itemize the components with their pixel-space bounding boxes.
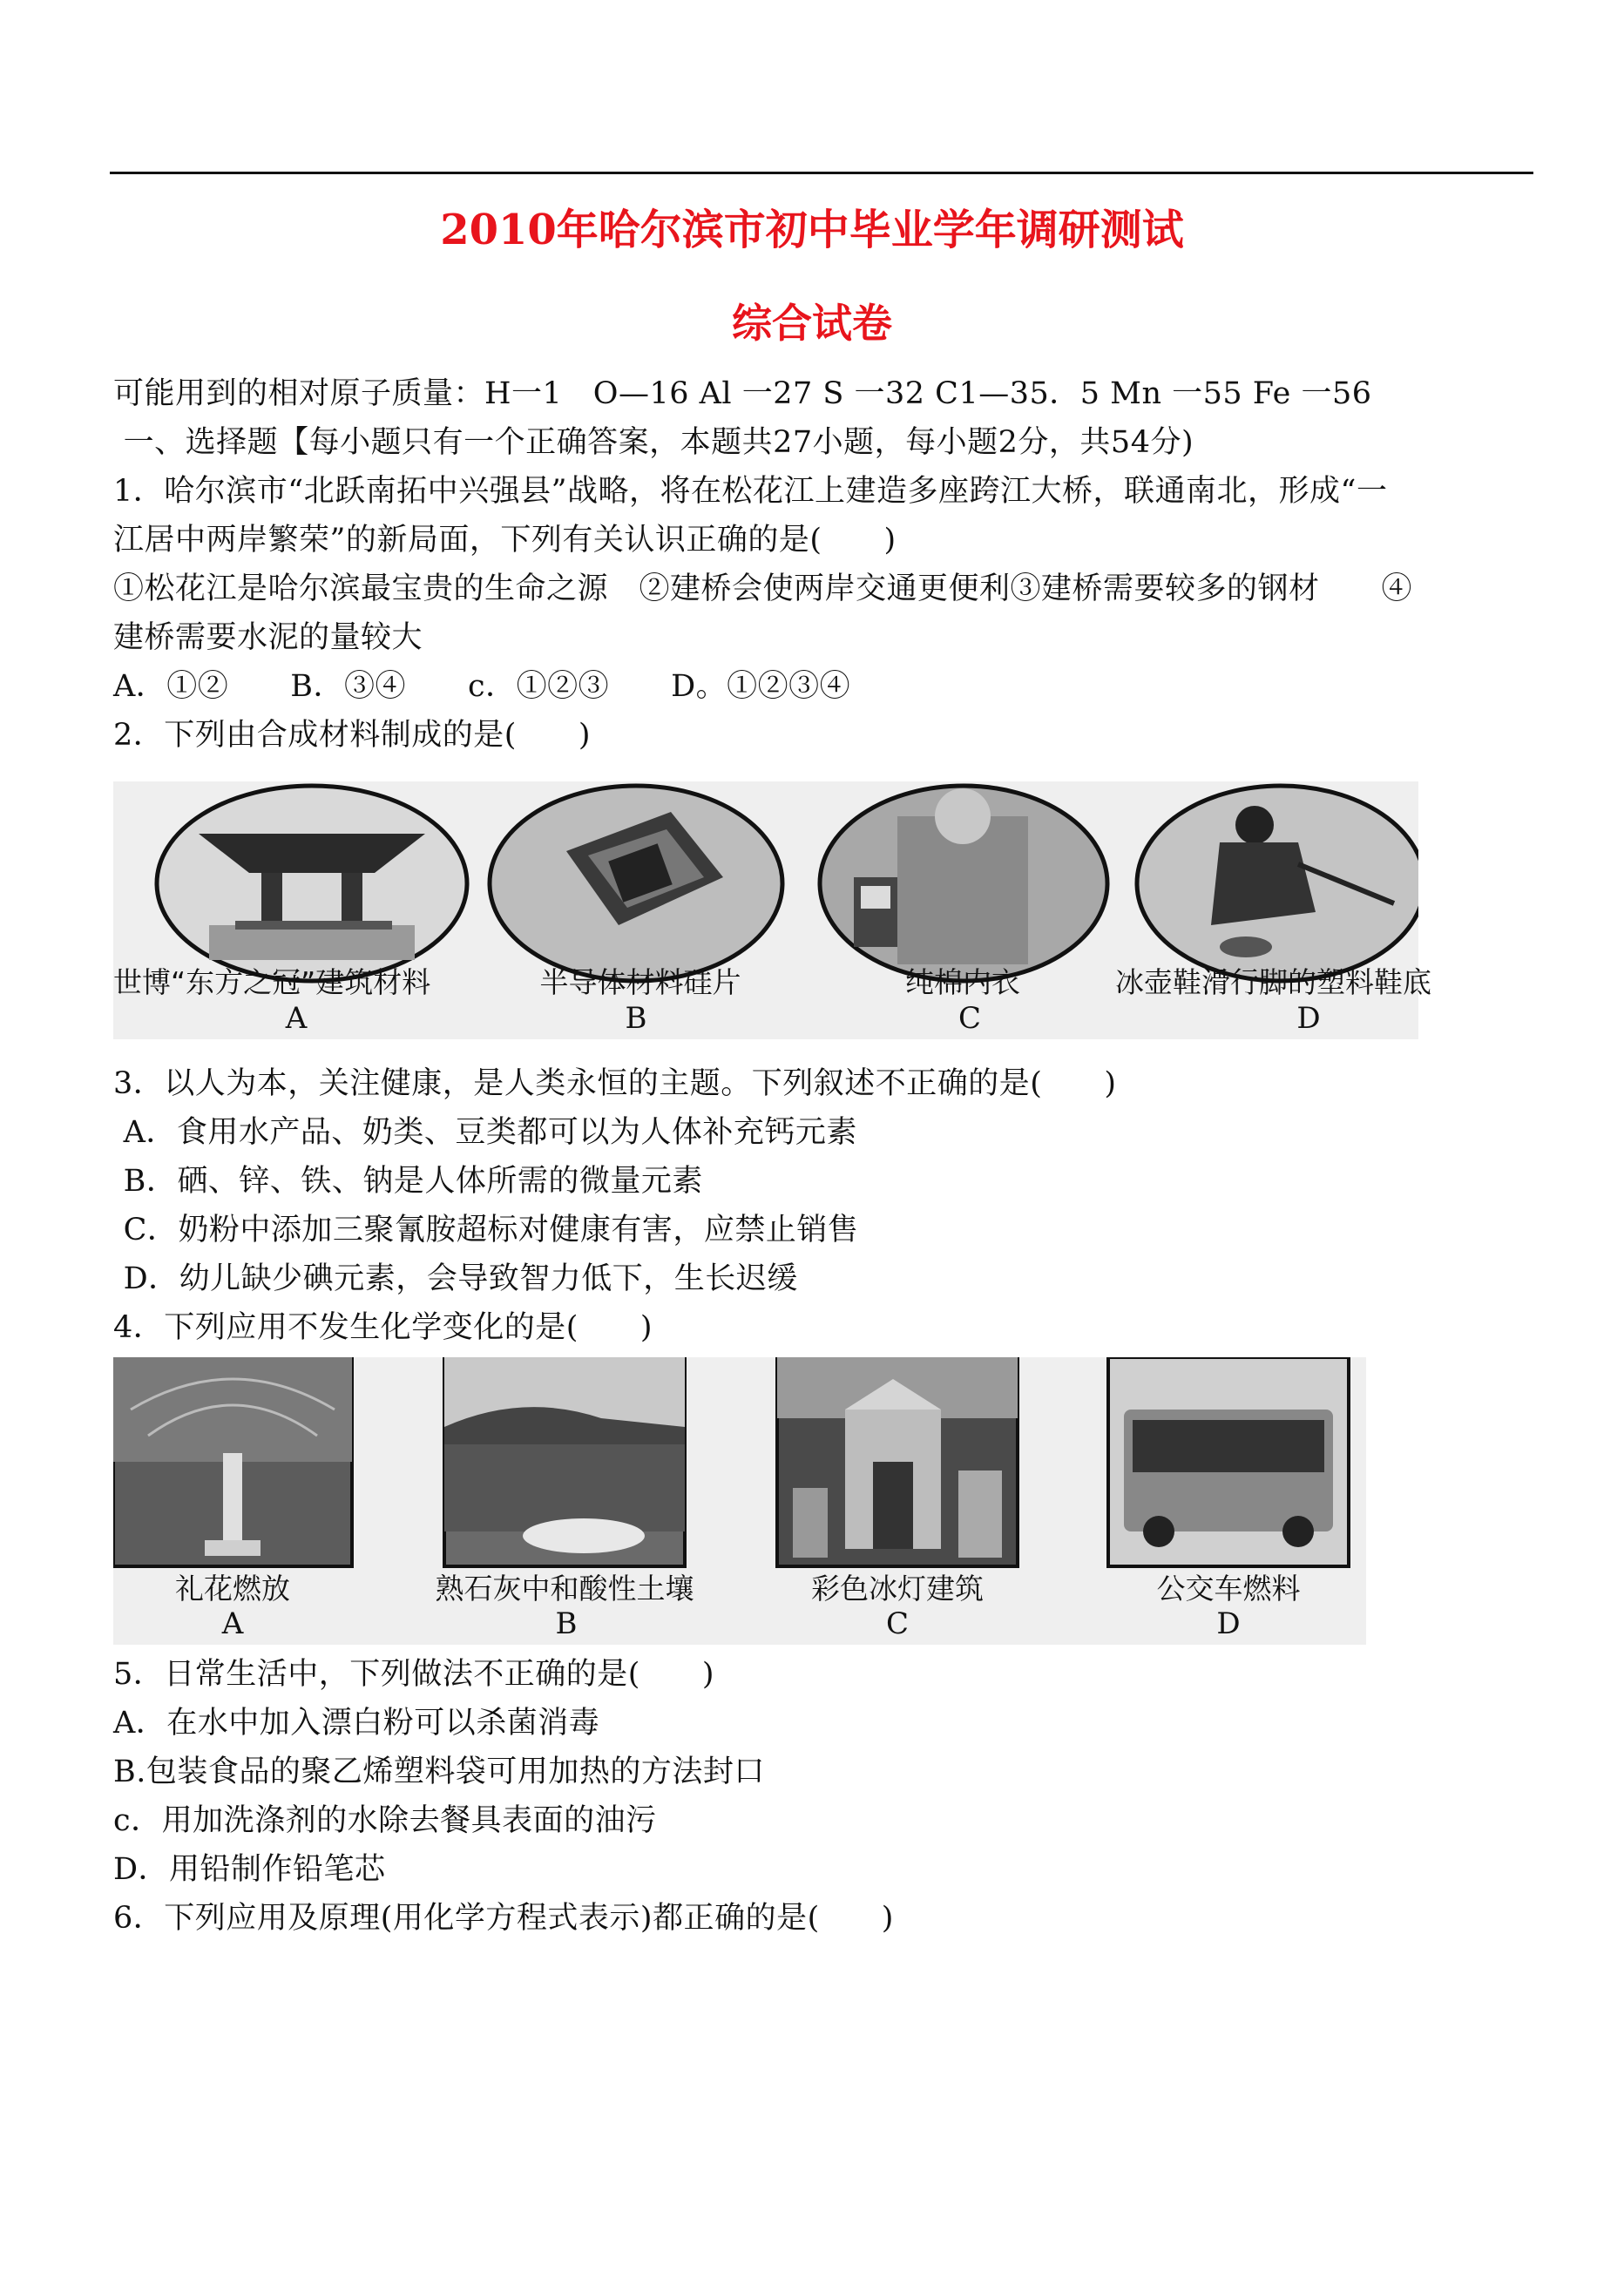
- q2-stem: 2．下列由合成材料制成的是( ): [113, 718, 592, 753]
- q4-figure: [113, 1357, 1366, 1645]
- q2-photo-d: [1137, 786, 1418, 981]
- q2-caption-d: 冰壶鞋滑行脚的塑料鞋底: [1115, 965, 1431, 999]
- q5-option-b: B.包装食品的聚乙烯塑料袋可用加热的方法封口: [113, 1754, 765, 1789]
- q2-letter-a: A: [285, 1001, 308, 1036]
- q3-option-c: C．奶粉中添加三聚氰胺超标对健康有害，应禁止销售: [113, 1213, 859, 1247]
- q5-stem: 5．日常生活中，下列做法不正确的是( ): [113, 1657, 715, 1692]
- q5-option-c: c．用加洗涤剂的水除去餐具表面的油污: [113, 1803, 657, 1838]
- q3-option-b: B．硒、锌、铁、钠是人体所需的微量元素: [113, 1164, 703, 1199]
- q4-photo-d: [1108, 1357, 1349, 1566]
- q2-photo-c: [820, 786, 1107, 981]
- q2-photo-a: [157, 786, 467, 981]
- q3-option-d: D．幼儿缺少碘元素，会导致智力低下，生长迟缓: [113, 1261, 798, 1296]
- q1-line-1: 1．哈尔滨市“北跃南拓中兴强县”战略，将在松花江上建造多座跨江大桥，联通南北，形成“一: [113, 474, 1388, 509]
- q2-caption-b: 半导体材料硅片: [539, 965, 741, 999]
- q4-stem: 4．下列应用不发生化学变化的是( ): [113, 1310, 653, 1345]
- q4-caption-d: 公交车燃料: [1156, 1572, 1301, 1606]
- q2-figure: [113, 781, 1431, 1039]
- q2-photo-b: [490, 786, 782, 981]
- q4-letter-b: B: [555, 1606, 578, 1641]
- q1-line-2: 江居中两岸繁荣”的新局面，下列有关认识正确的是( ): [113, 523, 897, 558]
- q3-stem: 3．以人为本，关注健康，是人类永恒的主题。下列叙述不正确的是( ): [113, 1066, 1117, 1101]
- q4-letter-c: C: [885, 1606, 909, 1641]
- q4-caption-b: 熟石灰中和酸性土壤: [435, 1572, 694, 1606]
- q1-line-3: ①松花江是哈尔滨最宝贵的生命之源 ②建桥会使两岸交通更便利③建桥需要较多的钢材 ④: [113, 571, 1413, 606]
- q5-option-d: D．用铅制作铅笔芯: [113, 1852, 386, 1887]
- header-rule: [110, 172, 1533, 174]
- q4-letter-d: D: [1216, 1606, 1241, 1641]
- q4-caption-c: 彩色冰灯建筑: [811, 1572, 984, 1606]
- q2-letter-c: C: [957, 1001, 981, 1036]
- q4-photo-a: [113, 1357, 352, 1566]
- q1-options: A．①② B．③④ c．①②③ D。①②③④: [113, 669, 851, 704]
- q4-photo-b: [444, 1357, 685, 1566]
- q6-stem: 6．下列应用及原理(用化学方程式表示)都正确的是( ): [113, 1901, 894, 1936]
- section-heading: 一、选择题【每小题只有一个正确答案，本题共27小题，每小题2分，共54分): [113, 425, 1194, 460]
- page-title: 2010年哈尔滨市初中毕业学年调研测试: [440, 206, 1184, 254]
- q2-letter-b: B: [625, 1001, 647, 1036]
- q5-option-a: A．在水中加入漂白粉可以杀菌消毒: [113, 1706, 600, 1741]
- page-subtitle: 综合试卷: [732, 300, 892, 347]
- atomic-mass-line: 可能用到的相对原子质量：H一1 O—16 Al 一27 S 一32 C1—35．5 Mn 一55 Fe 一56: [113, 376, 1372, 411]
- q1-line-4: 建桥需要水泥的量较大: [113, 620, 423, 655]
- q4-caption-a: 礼花燃放: [175, 1572, 290, 1606]
- q2-caption-c: 纯棉内衣: [905, 965, 1020, 999]
- q2-letter-d: D: [1296, 1001, 1321, 1036]
- q3-option-a: A．食用水产品、奶类、豆类都可以为人体补充钙元素: [113, 1115, 857, 1150]
- q4-photo-c: [777, 1357, 1018, 1566]
- q4-letter-a: A: [221, 1606, 244, 1641]
- q2-caption-a: 世博“东方之冠”建筑材料: [113, 965, 431, 999]
